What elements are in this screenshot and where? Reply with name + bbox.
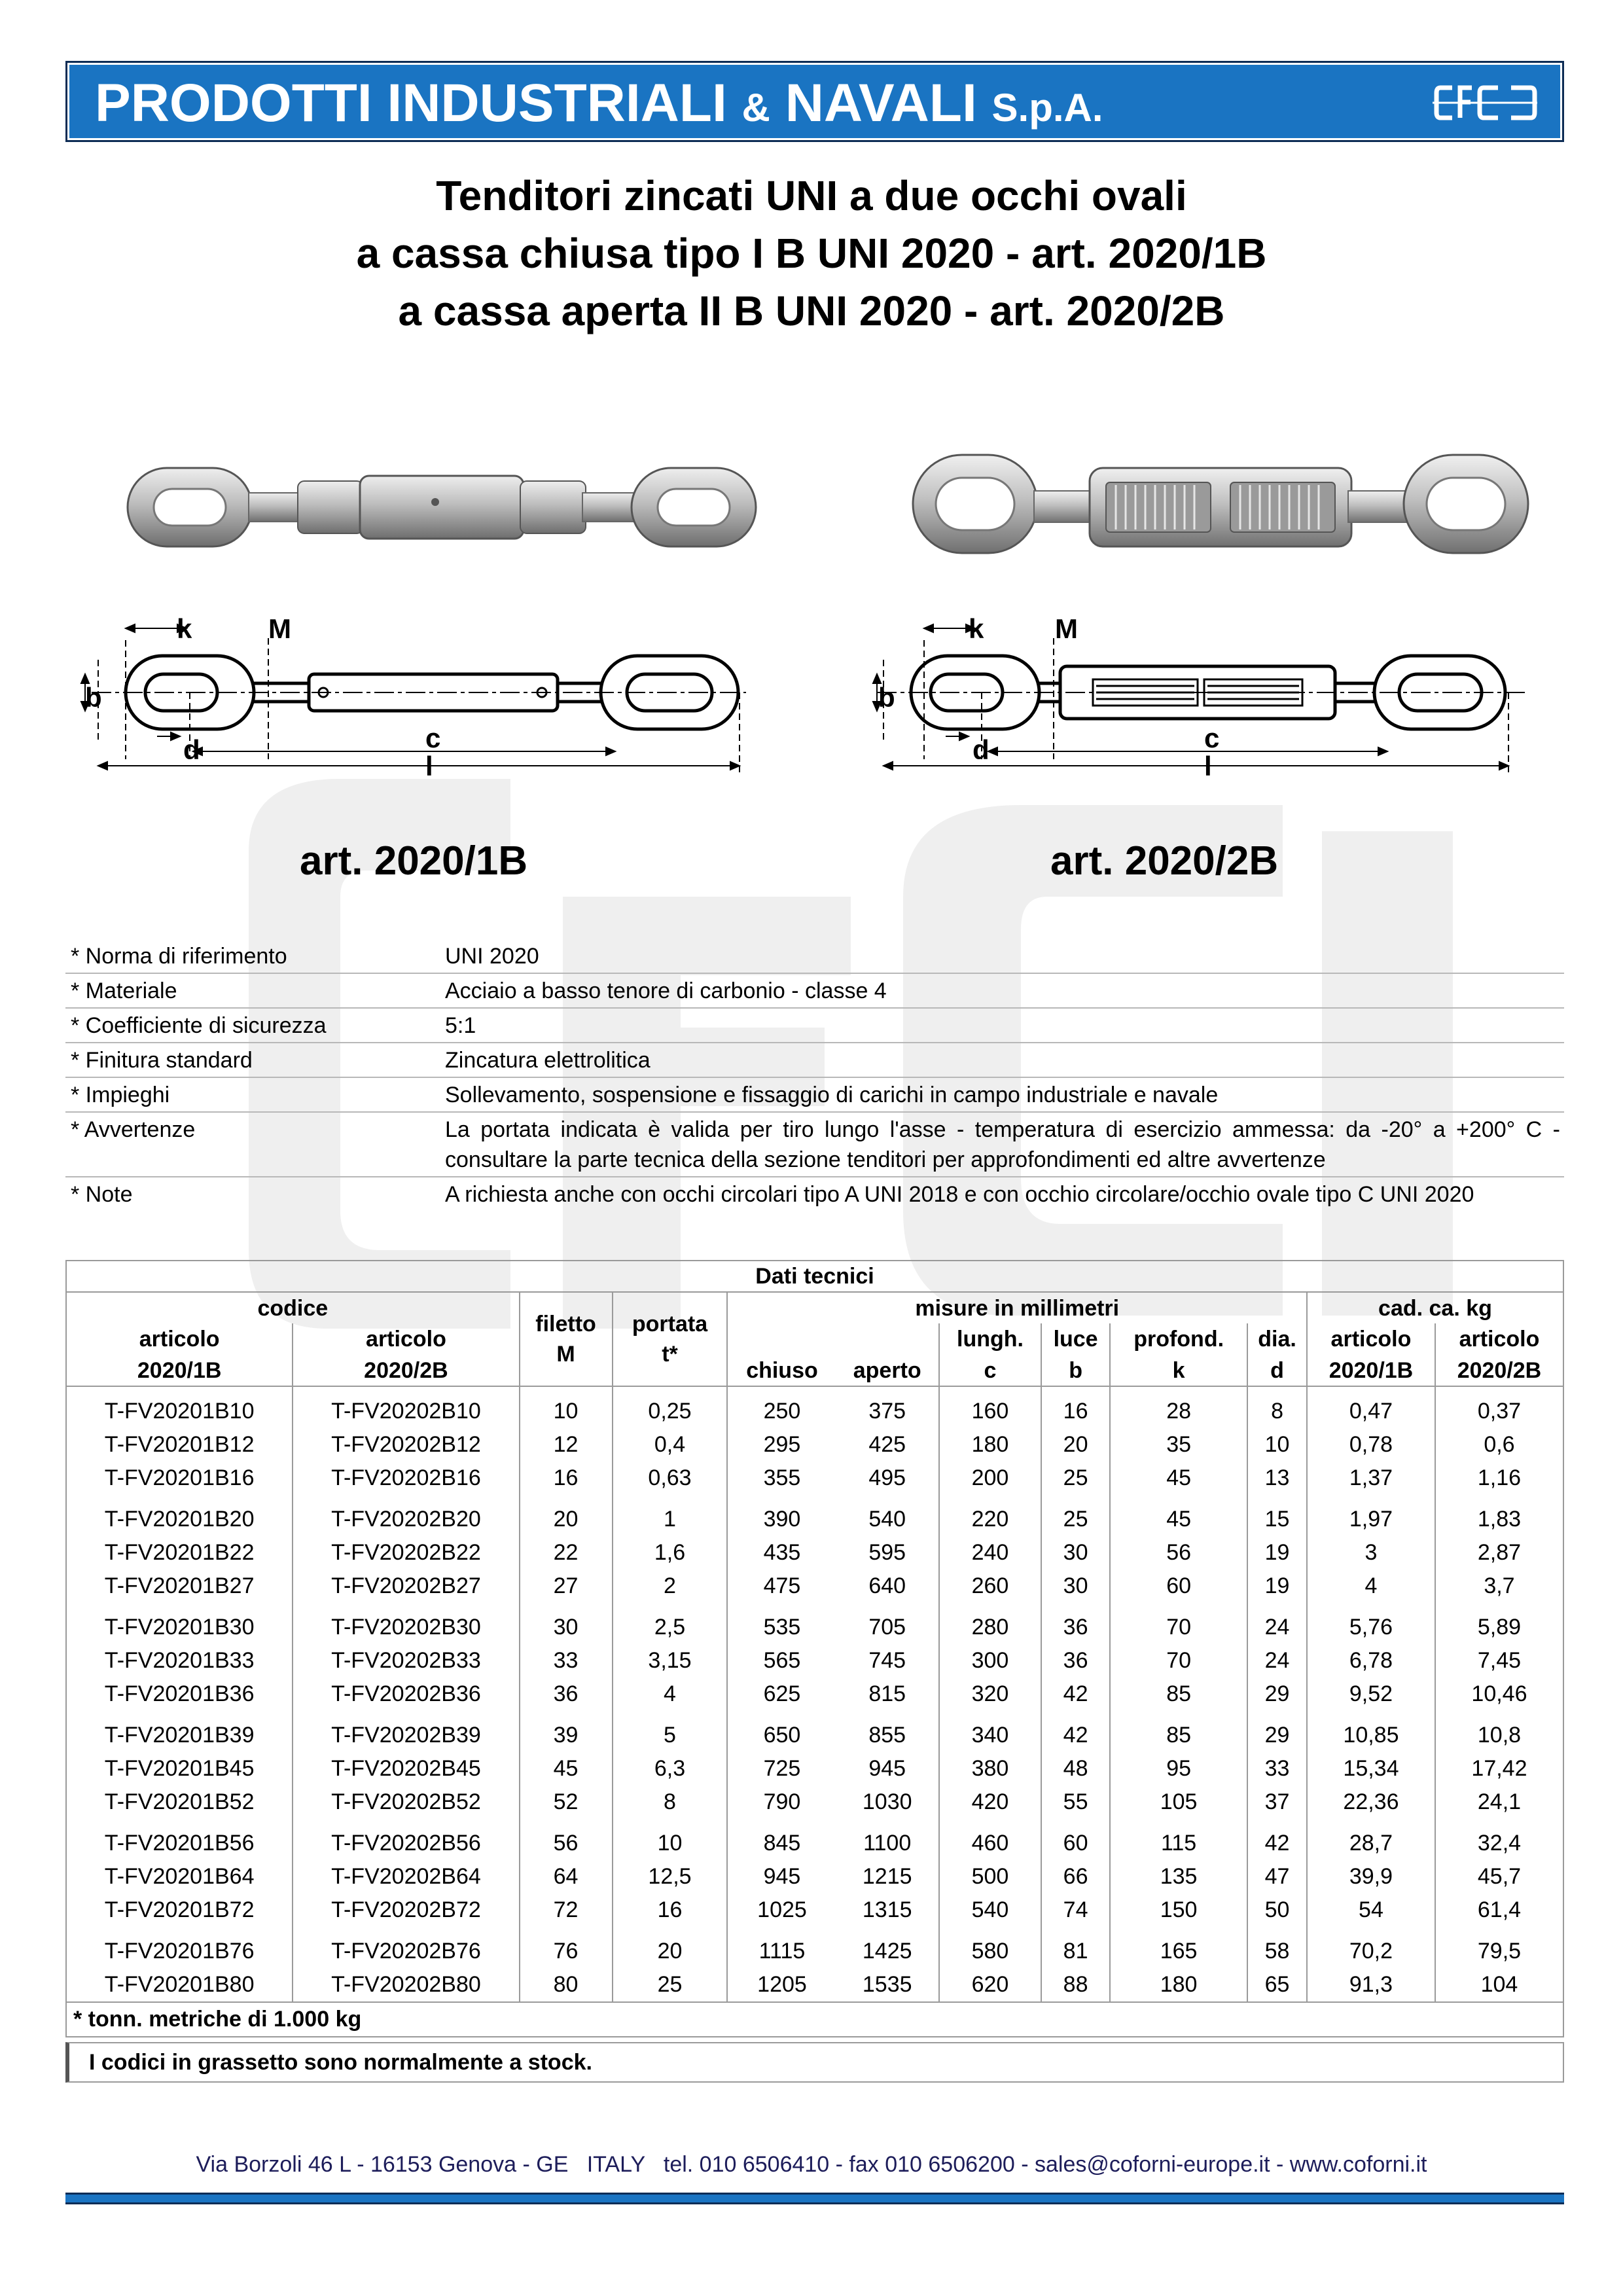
chiuso-cell: 250 <box>763 1399 801 1424</box>
weight-1b-cell: 39,9 <box>1307 1860 1435 1893</box>
lungh-cell: 380 <box>939 1752 1041 1785</box>
header-chiuso: chiuso <box>727 1355 836 1386</box>
portata-cell: 0,25 <box>613 1386 728 1428</box>
lungh-cell: 320 <box>939 1677 1041 1711</box>
filetto-cell: 39 <box>520 1711 613 1752</box>
dia-cell: 8 <box>1247 1386 1307 1428</box>
header-b: b <box>1041 1355 1110 1386</box>
table-row <box>66 1386 1563 1428</box>
chiuso-cell: 1205 <box>757 1972 807 1997</box>
turnbuckle-closed-photo <box>121 448 762 566</box>
table-row <box>66 1752 1563 1785</box>
spec-value: Acciaio a basso tenore di carbonio - classe 4 <box>445 978 887 1003</box>
luce-cell: 25 <box>1041 1462 1110 1495</box>
header-2020-1b: 2020/1B <box>66 1355 293 1386</box>
code-1b-cell: T-FV20201B39 <box>66 1711 293 1752</box>
luce-cell: 36 <box>1041 1603 1110 1644</box>
spec-value: Sollevamento, sospensione e fissaggio di carichi in campo industriale e navale <box>445 1083 1219 1107</box>
weight-1b-cell: 22,36 <box>1307 1785 1435 1819</box>
profond-cell: 45 <box>1110 1495 1247 1536</box>
spec-label: * Finitura standard <box>71 1048 253 1073</box>
dim-b-label: b <box>85 682 102 713</box>
portata-cell: 0,63 <box>613 1462 728 1495</box>
aperto-cell: 1215 <box>836 1860 938 1893</box>
code-1b-cell: T-FV20201B80 <box>66 1968 293 2002</box>
title-line-2: a cassa chiusa tipo I B UNI 2020 - art. 2020/1B <box>356 230 1267 277</box>
profond-cell: 115 <box>1110 1819 1247 1860</box>
weight-2b-cell: 61,4 <box>1435 1893 1563 1927</box>
profond-cell: 165 <box>1110 1927 1247 1968</box>
technical-data-table <box>65 1260 1564 2037</box>
aperto-cell: 1100 <box>836 1819 938 1860</box>
lungh-cell: 500 <box>939 1860 1041 1893</box>
dim-b-label: b <box>878 682 895 713</box>
spec-row <box>65 939 1564 974</box>
luce-cell: 42 <box>1041 1677 1110 1711</box>
dia-cell: 33 <box>1247 1752 1307 1785</box>
code-2b-cell: T-FV20202B20 <box>293 1495 519 1536</box>
table-row <box>66 1860 1563 1893</box>
lungh-cell: 280 <box>939 1603 1041 1644</box>
aperto-cell: 945 <box>836 1752 938 1785</box>
table-row <box>66 1893 1563 1927</box>
weight-2b-cell: 24,1 <box>1435 1785 1563 1819</box>
spec-row <box>65 1177 1564 1211</box>
profond-cell: 45 <box>1110 1462 1247 1495</box>
header-luce: luce <box>1041 1323 1110 1355</box>
chiuso-cell: 650 <box>763 1723 801 1748</box>
table-row <box>66 1570 1563 1603</box>
code-1b-cell: T-FV20201B52 <box>66 1785 293 1819</box>
dim-M-label: M <box>1055 613 1078 644</box>
header-2020-2b: 2020/2B <box>293 1355 519 1386</box>
table-footnote: * tonn. metriche di 1.000 kg <box>66 2002 1563 2037</box>
company-logo-icon <box>1433 80 1537 126</box>
weight-2b-cell: 10,46 <box>1435 1677 1563 1711</box>
article-label-closed: art. 2020/1B <box>300 838 528 884</box>
weight-2b-cell: 1,16 <box>1435 1462 1563 1495</box>
filetto-cell: 33 <box>520 1644 613 1677</box>
code-1b-cell: T-FV20201B22 <box>66 1536 293 1570</box>
header-d: d <box>1247 1355 1307 1386</box>
table-row <box>66 1462 1563 1495</box>
filetto-cell: 20 <box>520 1495 613 1536</box>
dim-k-label: k <box>177 613 192 644</box>
weight-2b-cell: 0,37 <box>1435 1386 1563 1428</box>
aperto-cell: 640 <box>836 1570 938 1603</box>
code-2b-cell: T-FV20202B45 <box>293 1752 519 1785</box>
code-2b-cell: T-FV20202B52 <box>293 1785 519 1819</box>
article-label-open: art. 2020/2B <box>1050 838 1279 884</box>
filetto-cell: 16 <box>520 1462 613 1495</box>
aperto-cell: 1535 <box>836 1968 938 2002</box>
lungh-cell: 240 <box>939 1536 1041 1570</box>
code-2b-cell: T-FV20202B39 <box>293 1711 519 1752</box>
profond-cell: 70 <box>1110 1603 1247 1644</box>
chiuso-cell: 845 <box>763 1831 801 1856</box>
spec-row <box>65 1009 1564 1043</box>
table-row <box>66 1711 1563 1752</box>
filetto-cell: 72 <box>520 1893 613 1927</box>
aperto-cell: 855 <box>836 1711 938 1752</box>
portata-cell: 8 <box>613 1785 728 1819</box>
table-title: Dati tecnici <box>66 1261 1563 1292</box>
code-1b-cell: T-FV20201B10 <box>66 1386 293 1428</box>
lungh-cell: 580 <box>939 1927 1041 1968</box>
filetto-cell: 22 <box>520 1536 613 1570</box>
weight-2b-cell: 7,45 <box>1435 1644 1563 1677</box>
filetto-cell: 64 <box>520 1860 613 1893</box>
profond-cell: 70 <box>1110 1644 1247 1677</box>
lungh-cell: 260 <box>939 1570 1041 1603</box>
dia-cell: 24 <box>1247 1603 1307 1644</box>
dim-d-label: d <box>183 734 200 765</box>
chiuso-cell: 1115 <box>758 1939 806 1964</box>
header-articolo-1b: articolo <box>66 1323 293 1355</box>
code-1b-cell: T-FV20201B56 <box>66 1819 293 1860</box>
dia-cell: 24 <box>1247 1644 1307 1677</box>
dim-l-label: l <box>1204 751 1212 781</box>
code-2b-cell: T-FV20202B10 <box>293 1386 519 1428</box>
aperto-cell: 815 <box>836 1677 938 1711</box>
dim-c-label: c <box>1204 723 1220 753</box>
portata-cell: 25 <box>613 1968 728 2002</box>
luce-cell: 20 <box>1041 1428 1110 1462</box>
chiuso-cell: 790 <box>763 1789 801 1814</box>
spec-list <box>65 939 1564 1211</box>
code-1b-cell: T-FV20201B45 <box>66 1752 293 1785</box>
weight-2b-cell: 79,5 <box>1435 1927 1563 1968</box>
code-1b-cell: T-FV20201B33 <box>66 1644 293 1677</box>
spec-value: UNI 2020 <box>445 944 539 969</box>
header-cad-articolo-1b: articolo <box>1307 1323 1435 1355</box>
aperto-cell: 1315 <box>836 1893 938 1927</box>
chiuso-cell: 475 <box>763 1573 801 1598</box>
lungh-cell: 300 <box>939 1644 1041 1677</box>
dia-cell: 29 <box>1247 1677 1307 1711</box>
aperto-cell: 495 <box>836 1462 938 1495</box>
dim-k-label: k <box>969 613 984 644</box>
code-2b-cell: T-FV20202B80 <box>293 1968 519 2002</box>
dia-cell: 13 <box>1247 1462 1307 1495</box>
portata-cell: 1 <box>613 1495 728 1536</box>
spec-value: A richiesta anche con occhi circolari tipo A UNI 2018 e con occhio circolare/occhio ovale tipo C UNI 2020 <box>445 1182 1474 1207</box>
header-cad-2020-2b: 2020/2B <box>1435 1355 1563 1386</box>
code-1b-cell: T-FV20201B16 <box>66 1462 293 1495</box>
code-2b-cell: T-FV20202B30 <box>293 1603 519 1644</box>
spec-row <box>65 1043 1564 1078</box>
weight-1b-cell: 15,34 <box>1307 1752 1435 1785</box>
luce-cell: 88 <box>1041 1968 1110 2002</box>
code-1b-cell: T-FV20201B64 <box>66 1860 293 1893</box>
lungh-cell: 160 <box>939 1386 1041 1428</box>
spec-row <box>65 1113 1564 1177</box>
spec-value: 5:1 <box>445 1013 476 1038</box>
weight-2b-cell: 2,87 <box>1435 1536 1563 1570</box>
spec-value: La portata indicata è valida per tiro lungo l'asse - temperatura di esercizio ammessa: da -20° a +200° C - consultare la parte tecnica della sezione tenditori per approfondimenti ed altre avvertenze <box>445 1117 1560 1172</box>
aperto-cell: 1030 <box>836 1785 938 1819</box>
luce-cell: 48 <box>1041 1752 1110 1785</box>
dia-cell: 19 <box>1247 1570 1307 1603</box>
luce-cell: 30 <box>1041 1570 1110 1603</box>
table-row <box>66 1927 1563 1968</box>
aperto-cell: 375 <box>836 1386 938 1428</box>
header-banner <box>65 61 1564 142</box>
stock-note: I codici in grassetto sono normalmente a stock. <box>65 2042 1564 2083</box>
lungh-cell: 220 <box>939 1495 1041 1536</box>
chiuso-cell: 390 <box>763 1507 801 1532</box>
header-dia: dia. <box>1247 1323 1307 1355</box>
aperto-cell: 1425 <box>836 1927 938 1968</box>
weight-1b-cell: 4 <box>1307 1570 1435 1603</box>
dia-cell: 58 <box>1247 1927 1307 1968</box>
weight-1b-cell: 5,76 <box>1307 1603 1435 1644</box>
dim-c-label: c <box>425 723 441 753</box>
dia-cell: 65 <box>1247 1968 1307 2002</box>
portata-cell: 6,3 <box>613 1752 728 1785</box>
filetto-cell: 45 <box>520 1752 613 1785</box>
luce-cell: 60 <box>1041 1819 1110 1860</box>
weight-1b-cell: 0,78 <box>1307 1428 1435 1462</box>
weight-2b-cell: 10,8 <box>1435 1711 1563 1752</box>
code-2b-cell: T-FV20202B12 <box>293 1428 519 1462</box>
portata-cell: 3,15 <box>613 1644 728 1677</box>
weight-1b-cell: 28,7 <box>1307 1819 1435 1860</box>
chiuso-cell: 535 <box>763 1615 801 1640</box>
technical-drawing-open <box>870 602 1558 792</box>
header-c: c <box>939 1355 1041 1386</box>
weight-1b-cell: 1,37 <box>1307 1462 1435 1495</box>
dia-cell: 42 <box>1247 1819 1307 1860</box>
code-2b-cell: T-FV20202B64 <box>293 1860 519 1893</box>
table-row <box>66 1603 1563 1644</box>
luce-cell: 16 <box>1041 1386 1110 1428</box>
code-1b-cell: T-FV20201B27 <box>66 1570 293 1603</box>
footer-bar <box>65 2193 1564 2204</box>
weight-1b-cell: 91,3 <box>1307 1968 1435 2002</box>
header-cad: cad. ca. kg <box>1307 1292 1563 1323</box>
profond-cell: 60 <box>1110 1570 1247 1603</box>
spec-label: * Materiale <box>71 978 177 1003</box>
code-2b-cell: T-FV20202B22 <box>293 1536 519 1570</box>
header-aperto: aperto <box>836 1355 938 1386</box>
luce-cell: 66 <box>1041 1860 1110 1893</box>
title-line-3: a cassa aperta II B UNI 2020 - art. 2020/2B <box>398 287 1225 334</box>
lungh-cell: 540 <box>939 1893 1041 1927</box>
code-1b-cell: T-FV20201B20 <box>66 1495 293 1536</box>
table-row <box>66 1428 1563 1462</box>
portata-cell: 16 <box>613 1893 728 1927</box>
dia-cell: 50 <box>1247 1893 1307 1927</box>
weight-2b-cell: 17,42 <box>1435 1752 1563 1785</box>
weight-1b-cell: 54 <box>1307 1893 1435 1927</box>
header-cad-articolo-2b: articolo <box>1435 1323 1563 1355</box>
dim-l-label: l <box>425 751 433 781</box>
spec-label: * Impieghi <box>71 1083 170 1107</box>
header-articolo-2b: articolo <box>293 1323 519 1355</box>
code-1b-cell: T-FV20201B72 <box>66 1893 293 1927</box>
weight-1b-cell: 3 <box>1307 1536 1435 1570</box>
weight-1b-cell: 10,85 <box>1307 1711 1435 1752</box>
code-2b-cell: T-FV20202B33 <box>293 1644 519 1677</box>
dim-d-label: d <box>972 734 990 765</box>
weight-1b-cell: 9,52 <box>1307 1677 1435 1711</box>
weight-1b-cell: 1,97 <box>1307 1495 1435 1536</box>
chiuso-cell: 625 <box>763 1681 801 1706</box>
table-row <box>66 1785 1563 1819</box>
profond-cell: 35 <box>1110 1428 1247 1462</box>
aperto-cell: 425 <box>836 1428 938 1462</box>
profond-cell: 180 <box>1110 1968 1247 2002</box>
luce-cell: 25 <box>1041 1495 1110 1536</box>
code-2b-cell: T-FV20202B16 <box>293 1462 519 1495</box>
chiuso-cell: 565 <box>763 1648 801 1673</box>
table-row <box>66 1677 1563 1711</box>
code-1b-cell: T-FV20201B30 <box>66 1603 293 1644</box>
table-row <box>66 1644 1563 1677</box>
chiuso-cell: 1025 <box>757 1897 807 1922</box>
profond-cell: 150 <box>1110 1893 1247 1927</box>
lungh-cell: 340 <box>939 1711 1041 1752</box>
header-portata: portata t* <box>613 1292 728 1386</box>
header-cad-2020-1b: 2020/1B <box>1307 1355 1435 1386</box>
header-k: k <box>1110 1355 1247 1386</box>
table-row <box>66 1495 1563 1536</box>
profond-cell: 85 <box>1110 1711 1247 1752</box>
spec-row <box>65 1078 1564 1113</box>
spec-label: * Coefficiente di sicurezza <box>71 1013 327 1038</box>
company-name: PRODOTTI INDUSTRIALI & NAVALI S.p.A. <box>95 73 1103 133</box>
portata-cell: 10 <box>613 1819 728 1860</box>
filetto-cell: 56 <box>520 1819 613 1860</box>
profond-cell: 135 <box>1110 1860 1247 1893</box>
portata-cell: 2 <box>613 1570 728 1603</box>
dia-cell: 37 <box>1247 1785 1307 1819</box>
profond-cell: 105 <box>1110 1785 1247 1819</box>
spec-value: Zincatura elettrolitica <box>445 1048 651 1073</box>
dia-cell: 29 <box>1247 1711 1307 1752</box>
aperto-cell: 595 <box>836 1536 938 1570</box>
technical-drawing-closed <box>72 602 759 792</box>
luce-cell: 36 <box>1041 1644 1110 1677</box>
header-lungh: lungh. <box>939 1323 1041 1355</box>
weight-1b-cell: 0,47 <box>1307 1386 1435 1428</box>
code-2b-cell: T-FV20202B27 <box>293 1570 519 1603</box>
chiuso-cell: 355 <box>763 1465 801 1490</box>
lungh-cell: 200 <box>939 1462 1041 1495</box>
code-2b-cell: T-FV20202B76 <box>293 1927 519 1968</box>
profond-cell: 95 <box>1110 1752 1247 1785</box>
profond-cell: 56 <box>1110 1536 1247 1570</box>
filetto-cell: 10 <box>520 1386 613 1428</box>
portata-cell: 12,5 <box>613 1860 728 1893</box>
luce-cell: 55 <box>1041 1785 1110 1819</box>
aperto-cell: 745 <box>836 1644 938 1677</box>
header-empty <box>727 1323 836 1355</box>
weight-2b-cell: 104 <box>1435 1968 1563 2002</box>
spec-label: * Note <box>71 1182 133 1207</box>
filetto-cell: 36 <box>520 1677 613 1711</box>
weight-2b-cell: 1,83 <box>1435 1495 1563 1536</box>
dia-cell: 15 <box>1247 1495 1307 1536</box>
dia-cell: 19 <box>1247 1536 1307 1570</box>
header-misure: misure in millimetri <box>727 1292 1307 1323</box>
aperto-cell: 705 <box>836 1603 938 1644</box>
luce-cell: 81 <box>1041 1927 1110 1968</box>
code-1b-cell: T-FV20201B76 <box>66 1927 293 1968</box>
luce-cell: 42 <box>1041 1711 1110 1752</box>
dim-M-label: M <box>268 613 291 644</box>
chiuso-cell: 435 <box>763 1540 801 1565</box>
table-row <box>66 1968 1563 2002</box>
header-codice: codice <box>66 1292 520 1323</box>
filetto-cell: 80 <box>520 1968 613 2002</box>
dia-cell: 10 <box>1247 1428 1307 1462</box>
code-1b-cell: T-FV20201B12 <box>66 1428 293 1462</box>
header-profond: profond. <box>1110 1323 1247 1355</box>
lungh-cell: 620 <box>939 1968 1041 2002</box>
filetto-cell: 12 <box>520 1428 613 1462</box>
portata-cell: 5 <box>613 1711 728 1752</box>
lungh-cell: 420 <box>939 1785 1041 1819</box>
weight-2b-cell: 45,7 <box>1435 1860 1563 1893</box>
filetto-cell: 27 <box>520 1570 613 1603</box>
weight-2b-cell: 0,6 <box>1435 1428 1563 1462</box>
filetto-cell: 52 <box>520 1785 613 1819</box>
product-title <box>0 167 1623 340</box>
luce-cell: 30 <box>1041 1536 1110 1570</box>
footer-contact: Via Borzoli 46 L - 16153 Genova - GE ITALY tel. 010 6506410 - fax 010 6506200 - sales@coforni-europe.it - www.coforni.it <box>196 2152 1427 2177</box>
spec-row <box>65 974 1564 1009</box>
weight-2b-cell: 3,7 <box>1435 1570 1563 1603</box>
portata-cell: 2,5 <box>613 1603 728 1644</box>
filetto-cell: 76 <box>520 1927 613 1968</box>
dia-cell: 47 <box>1247 1860 1307 1893</box>
weight-1b-cell: 6,78 <box>1307 1644 1435 1677</box>
weight-2b-cell: 5,89 <box>1435 1603 1563 1644</box>
profond-cell: 85 <box>1110 1677 1247 1711</box>
table-row <box>66 1819 1563 1860</box>
chiuso-cell: 945 <box>763 1864 801 1889</box>
portata-cell: 4 <box>613 1677 728 1711</box>
code-2b-cell: T-FV20202B36 <box>293 1677 519 1711</box>
portata-cell: 1,6 <box>613 1536 728 1570</box>
lungh-cell: 180 <box>939 1428 1041 1462</box>
spec-label: * Avvertenze <box>71 1117 196 1142</box>
code-2b-cell: T-FV20202B72 <box>293 1893 519 1927</box>
table-row <box>66 1536 1563 1570</box>
filetto-cell: 30 <box>520 1603 613 1644</box>
spec-label: * Norma di riferimento <box>71 944 287 969</box>
chiuso-cell: 725 <box>763 1756 801 1781</box>
lungh-cell: 460 <box>939 1819 1041 1860</box>
luce-cell: 74 <box>1041 1893 1110 1927</box>
header-filetto: filetto M <box>520 1292 613 1386</box>
chiuso-cell: 295 <box>763 1432 801 1457</box>
title-line-1: Tenditori zincati UNI a due occhi ovali <box>436 172 1187 219</box>
code-1b-cell: T-FV20201B36 <box>66 1677 293 1711</box>
weight-1b-cell: 70,2 <box>1307 1927 1435 1968</box>
weight-2b-cell: 32,4 <box>1435 1819 1563 1860</box>
profond-cell: 28 <box>1110 1386 1247 1428</box>
aperto-cell: 540 <box>836 1495 938 1536</box>
portata-cell: 20 <box>613 1927 728 1968</box>
header-empty <box>836 1323 938 1355</box>
turnbuckle-open-photo <box>906 442 1535 573</box>
code-2b-cell: T-FV20202B56 <box>293 1819 519 1860</box>
portata-cell: 0,4 <box>613 1428 728 1462</box>
